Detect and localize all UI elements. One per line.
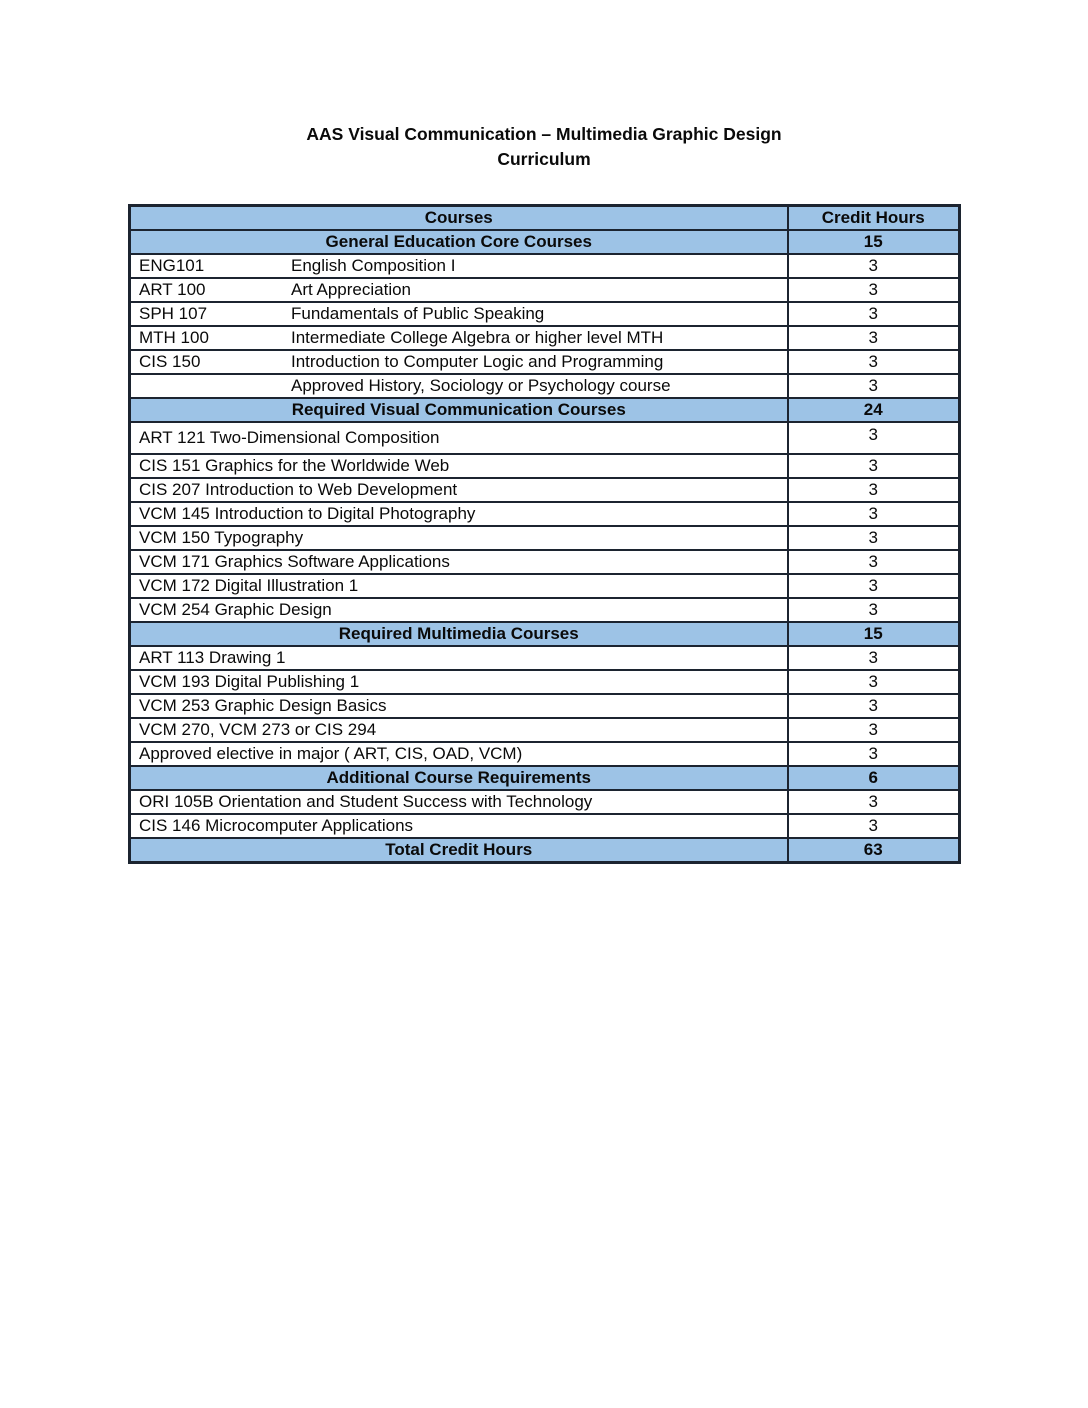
course-title: CIS 146 Microcomputer Applications bbox=[139, 816, 414, 835]
course-cell bbox=[130, 790, 788, 814]
course-title: ART 121 Two-Dimensional Composition bbox=[139, 428, 440, 447]
course-row bbox=[130, 694, 960, 718]
course-row bbox=[130, 374, 960, 398]
course-cell bbox=[130, 694, 788, 718]
course-row bbox=[130, 478, 960, 502]
course-row bbox=[130, 254, 960, 278]
course-credits: 3 bbox=[788, 598, 960, 622]
course-credits: 3 bbox=[788, 718, 960, 742]
course-title: CIS 207 Introduction to Web Development bbox=[139, 480, 458, 499]
course-credits: 3 bbox=[788, 742, 960, 766]
course-cell bbox=[130, 454, 788, 478]
course-row bbox=[130, 718, 960, 742]
course-row bbox=[130, 502, 960, 526]
course-cell bbox=[130, 574, 788, 598]
total-row bbox=[130, 838, 960, 863]
course-cell bbox=[130, 326, 788, 350]
course-row bbox=[130, 598, 960, 622]
course-title: CIS 151 Graphics for the Worldwide Web bbox=[139, 456, 450, 475]
credit-hours-column-header: Credit Hours bbox=[788, 206, 960, 231]
course-row bbox=[130, 422, 960, 454]
course-cell bbox=[130, 254, 788, 278]
title-line-2: Curriculum bbox=[497, 149, 591, 169]
course-row bbox=[130, 574, 960, 598]
course-cell bbox=[130, 278, 788, 302]
course-title: VCM 253 Graphic Design Basics bbox=[139, 696, 387, 715]
course-row bbox=[130, 670, 960, 694]
section-credits: 15 bbox=[788, 622, 960, 646]
course-title: ORI 105B Orientation and Student Success with Technology bbox=[139, 792, 593, 811]
course-credits: 3 bbox=[788, 694, 960, 718]
course-title: English Composition I bbox=[291, 256, 456, 275]
course-row bbox=[130, 550, 960, 574]
course-cell bbox=[130, 526, 788, 550]
course-title: Approved elective in major ( ART, CIS, OAD, VCM) bbox=[139, 744, 523, 763]
course-row bbox=[130, 454, 960, 478]
course-cell bbox=[130, 718, 788, 742]
section-row bbox=[130, 622, 960, 646]
course-row bbox=[130, 350, 960, 374]
document-title bbox=[0, 0, 1088, 172]
course-title: VCM 254 Graphic Design bbox=[139, 600, 332, 619]
course-title: VCM 171 Graphics Software Applications bbox=[139, 552, 450, 571]
course-credits: 3 bbox=[788, 302, 960, 326]
course-row bbox=[130, 326, 960, 350]
course-cell bbox=[130, 350, 788, 374]
course-title: VCM 193 Digital Publishing 1 bbox=[139, 672, 360, 691]
course-credits: 3 bbox=[788, 374, 960, 398]
course-title: Intermediate College Algebra or higher level MTH bbox=[291, 328, 664, 347]
course-row bbox=[130, 526, 960, 550]
title-line-1: AAS Visual Communication – Multimedia Graphic Design bbox=[306, 124, 782, 144]
section-label: Required Visual Communication Courses bbox=[130, 398, 788, 422]
course-row bbox=[130, 790, 960, 814]
section-row bbox=[130, 766, 960, 790]
course-title: VCM 150 Typography bbox=[139, 528, 304, 547]
course-credits: 3 bbox=[788, 814, 960, 838]
course-cell bbox=[130, 742, 788, 766]
course-row bbox=[130, 646, 960, 670]
course-cell bbox=[130, 814, 788, 838]
course-credits: 3 bbox=[788, 502, 960, 526]
course-cell bbox=[130, 646, 788, 670]
section-label: Additional Course Requirements bbox=[130, 766, 788, 790]
course-code: ENG101 bbox=[139, 256, 205, 275]
course-title: VCM 270, VCM 273 or CIS 294 bbox=[139, 720, 377, 739]
course-code: CIS 150 bbox=[139, 352, 201, 371]
course-cell bbox=[130, 670, 788, 694]
course-cell bbox=[130, 598, 788, 622]
course-title: Introduction to Computer Logic and Programming bbox=[291, 352, 664, 371]
total-label: Total Credit Hours bbox=[130, 838, 788, 863]
course-credits: 3 bbox=[788, 454, 960, 478]
courses-column-header: Courses bbox=[130, 206, 788, 231]
course-credits: 3 bbox=[788, 254, 960, 278]
course-row bbox=[130, 302, 960, 326]
course-row bbox=[130, 742, 960, 766]
course-cell bbox=[130, 302, 788, 326]
total-credits: 63 bbox=[788, 838, 960, 863]
course-title: ART 113 Drawing 1 bbox=[139, 648, 286, 667]
section-label: Required Multimedia Courses bbox=[130, 622, 788, 646]
course-row bbox=[130, 814, 960, 838]
course-title: Fundamentals of Public Speaking bbox=[291, 304, 545, 323]
course-cell bbox=[130, 478, 788, 502]
course-title: VCM 145 Introduction to Digital Photography bbox=[139, 504, 476, 523]
section-credits: 24 bbox=[788, 398, 960, 422]
course-credits: 3 bbox=[788, 478, 960, 502]
section-label: General Education Core Courses bbox=[130, 230, 788, 254]
course-title: Art Appreciation bbox=[291, 280, 412, 299]
section-row bbox=[130, 230, 960, 254]
course-title: Approved History, Sociology or Psychology course bbox=[291, 376, 671, 395]
section-row bbox=[130, 398, 960, 422]
course-credits: 3 bbox=[788, 646, 960, 670]
course-credits: 3 bbox=[788, 526, 960, 550]
table-body bbox=[130, 230, 960, 863]
course-credits: 3 bbox=[788, 670, 960, 694]
course-credits: 3 bbox=[788, 350, 960, 374]
course-credits: 3 bbox=[788, 422, 960, 454]
course-cell bbox=[130, 374, 788, 398]
course-cell bbox=[130, 422, 788, 454]
table-header-row bbox=[130, 206, 960, 231]
course-credits: 3 bbox=[788, 326, 960, 350]
course-credits: 3 bbox=[788, 790, 960, 814]
course-code: ART 100 bbox=[139, 280, 206, 299]
course-cell bbox=[130, 550, 788, 574]
course-row bbox=[130, 278, 960, 302]
course-title: VCM 172 Digital Illustration 1 bbox=[139, 576, 359, 595]
course-credits: 3 bbox=[788, 278, 960, 302]
course-credits: 3 bbox=[788, 550, 960, 574]
course-credits: 3 bbox=[788, 574, 960, 598]
course-cell bbox=[130, 502, 788, 526]
course-code: MTH 100 bbox=[139, 328, 209, 347]
curriculum-table bbox=[128, 204, 961, 864]
course-code: SPH 107 bbox=[139, 304, 208, 323]
section-credits: 15 bbox=[788, 230, 960, 254]
section-credits: 6 bbox=[788, 766, 960, 790]
